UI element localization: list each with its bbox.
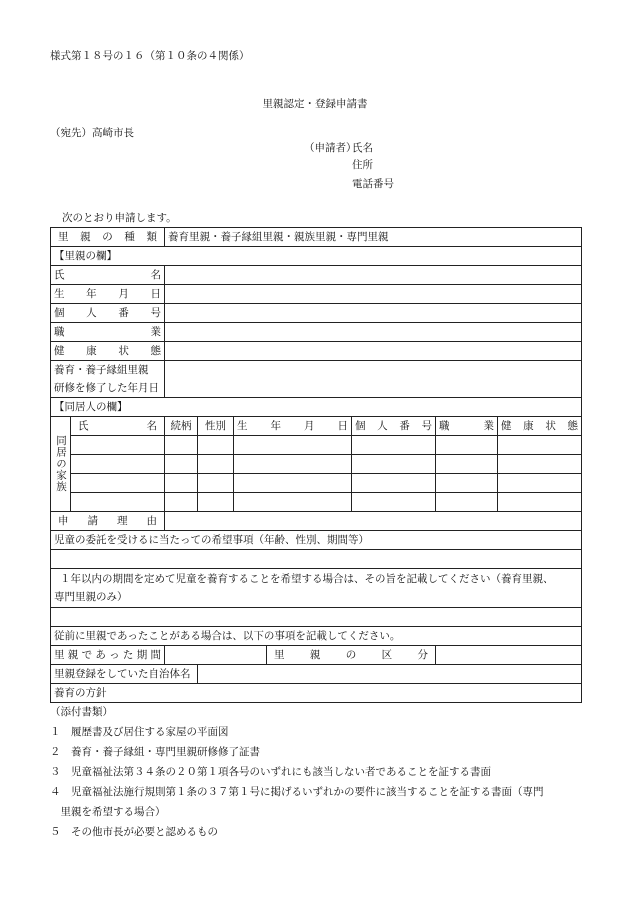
type-label-char: 類 xyxy=(146,230,157,243)
attachments-block xyxy=(50,702,610,842)
col-number-char: 番 xyxy=(399,419,410,432)
foster-field-label-char: 状 xyxy=(118,344,129,357)
prior-period-char: 期 xyxy=(136,648,148,661)
reason-label-char: 理 xyxy=(117,514,128,527)
col-number-char: 個 xyxy=(355,419,366,432)
prior-municipality-label: 里親登録をしていた自治体名 xyxy=(51,665,198,684)
attachment-item: ４ 児童福祉法施行規則第１条の３７第１号に掲げるいずれかの要件に該当することを証する書面（専門 xyxy=(50,786,544,798)
foster-section-header: 【里親の欄】 xyxy=(51,247,582,266)
applicant-label: （申請者） xyxy=(304,142,357,154)
col-health-char: 健 xyxy=(501,419,512,432)
form-number: 様式第１８号の１６（第１０条の４関係） xyxy=(50,50,250,62)
prior-category-char: 区 xyxy=(381,648,393,661)
foster-field-label-char: 業 xyxy=(150,325,161,338)
prior-period-char: た xyxy=(122,648,134,661)
prior-category-char: 里 xyxy=(274,648,285,661)
cohabitant-section-header: 【同居人の欄】 xyxy=(51,398,582,417)
col-relation: 続柄 xyxy=(165,417,198,436)
type-label-char: 種 xyxy=(124,230,135,243)
prior-period-char: 親 xyxy=(67,648,79,661)
col-number-char: 人 xyxy=(377,419,388,432)
foster-field-label-char: 康 xyxy=(86,344,97,357)
training-date-input[interactable] xyxy=(165,361,582,398)
foster-row xyxy=(51,266,582,285)
col-birth xyxy=(234,417,352,436)
col-name-char: 氏 xyxy=(78,419,89,432)
training-label-line2: 研修を修了した年月日 xyxy=(54,382,159,394)
prior-period-char: で xyxy=(81,648,93,661)
foster-birthdate-input[interactable] xyxy=(165,285,582,304)
foster-field-label-char: 日 xyxy=(150,287,161,300)
foster-name-input[interactable] xyxy=(165,266,582,285)
within-year-line2: 専門里親のみ） xyxy=(54,591,128,603)
attachment-item: 里親を希望する場合） xyxy=(50,806,166,818)
type-label-char: 里 xyxy=(58,230,69,243)
prior-period-label xyxy=(51,646,165,665)
col-job-char: 職 xyxy=(439,419,450,432)
col-birth-char: 月 xyxy=(304,419,315,432)
applicant-address: 住所 xyxy=(352,159,373,171)
col-health xyxy=(498,417,582,436)
foster-health-input[interactable] xyxy=(165,342,582,361)
attachment-item: ３ 児童福祉法第３４条の２０第１項各号のいずれにも該当しない者であることを証する書面 xyxy=(50,766,491,778)
cohabitant-row[interactable] xyxy=(51,436,582,455)
prior-period-input[interactable] xyxy=(165,646,267,665)
cohabitant-side-label: 同居の家族 xyxy=(51,417,71,512)
reason-label-char: 請 xyxy=(87,514,98,527)
within-year-line1: １年以内の期間を定めて児童を養育することを希望する場合は、その旨を記載してください（養育里親、 xyxy=(60,573,554,585)
cohabitant-row[interactable] xyxy=(51,493,582,512)
prior-period-char: 里 xyxy=(54,648,65,661)
prior-category-char: 親 xyxy=(309,648,321,661)
foster-row xyxy=(51,285,582,304)
foster-row xyxy=(51,304,582,323)
prior-category-char: の xyxy=(345,648,357,661)
col-number xyxy=(352,417,436,436)
intro-text: 次のとおり申請します。 xyxy=(62,212,177,224)
training-label-line1: 養育・養子縁組里親 xyxy=(54,364,149,376)
foster-field-label-char: 年 xyxy=(86,287,97,300)
wish-label: 児童の委託を受けるに当たっての希望事項（年齢、性別、期間等） xyxy=(51,531,582,550)
cohabitant-row[interactable] xyxy=(51,474,582,493)
prior-category-char: 分 xyxy=(417,648,428,661)
type-label-char: 親 xyxy=(80,230,91,243)
type-label-char: の xyxy=(102,230,113,243)
prior-label: 従前に里親であったことがある場合は、以下の事項を記載してください。 xyxy=(51,627,582,646)
foster-field-label-char: 月 xyxy=(118,287,129,300)
foster-row xyxy=(51,323,582,342)
col-job xyxy=(436,417,498,436)
within-year-label xyxy=(51,569,582,608)
col-birth-char: 生 xyxy=(237,419,248,432)
attachments-title: （添付書類） xyxy=(50,706,113,718)
training-label xyxy=(51,361,165,398)
attachment-item: ５ その他市長が必要と認めるもの xyxy=(50,826,218,838)
prior-category-label xyxy=(267,646,436,665)
reason-label xyxy=(51,512,165,531)
prior-period-char: あ xyxy=(95,648,106,661)
foster-field-label-char: 番 xyxy=(118,306,129,319)
type-label xyxy=(51,228,165,247)
applicant-phone: 電話番号 xyxy=(352,178,394,190)
type-value: 養育里親・養子縁組里親・親族里親・専門里親 xyxy=(165,228,582,247)
foster-field-label-char: 生 xyxy=(54,287,65,300)
col-health-char: 康 xyxy=(523,419,534,432)
foster-job-input[interactable] xyxy=(165,323,582,342)
foster-field-label-char: 個 xyxy=(54,306,65,319)
applicant-name: 氏名 xyxy=(352,142,373,154)
prior-municipality-input[interactable] xyxy=(198,665,582,684)
cohabitant-row[interactable] xyxy=(51,455,582,474)
col-birth-char: 日 xyxy=(337,419,348,432)
policy-label: 養育の方針 xyxy=(51,684,582,703)
within-year-input[interactable] xyxy=(51,608,582,627)
reason-label-char: 申 xyxy=(58,514,69,527)
reason-input[interactable] xyxy=(165,512,582,531)
col-name-char: 名 xyxy=(146,419,157,432)
foster-field-label-char: 氏 xyxy=(54,268,65,281)
col-birth-char: 年 xyxy=(270,419,281,432)
col-health-char: 状 xyxy=(545,419,556,432)
attachment-item: １ 履歴書及び居住する家屋の平面図 xyxy=(50,726,229,738)
col-health-char: 態 xyxy=(567,419,578,432)
col-job-char: 業 xyxy=(483,419,494,432)
foster-field-label-char: 号 xyxy=(150,306,161,319)
foster-number-input[interactable] xyxy=(165,304,582,323)
col-name xyxy=(71,417,165,436)
prior-period-char: 間 xyxy=(150,648,161,661)
attachment-item: ２ 養育・養子縁組・専門里親研修修了証書 xyxy=(50,746,260,758)
prior-category-input[interactable] xyxy=(436,646,582,665)
foster-field-label-char: 態 xyxy=(150,344,161,357)
wish-input[interactable] xyxy=(51,550,582,569)
foster-field-label-char: 名 xyxy=(150,268,161,281)
col-sex: 性別 xyxy=(198,417,234,436)
foster-field-label-char: 職 xyxy=(54,325,65,338)
form-title: 里親認定・登録申請書 xyxy=(262,98,368,110)
foster-row xyxy=(51,342,582,361)
col-number-char: 号 xyxy=(421,419,432,432)
foster-field-label-char: 人 xyxy=(86,306,97,319)
addressee: （宛先）高崎市長 xyxy=(50,127,134,139)
prior-period-char: っ xyxy=(109,648,120,661)
reason-label-char: 由 xyxy=(146,514,157,527)
application-form-table xyxy=(50,227,582,703)
foster-field-label-char: 健 xyxy=(54,344,65,357)
